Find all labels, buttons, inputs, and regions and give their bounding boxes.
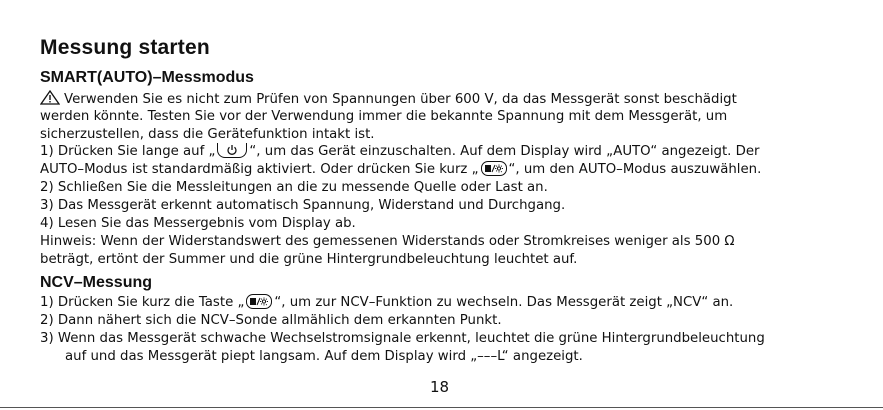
warning-text-1: Verwenden Sie es nicht zum Prüfen von Spannungen über 600 V, da das Messgerät sonst beschädigt [64, 92, 737, 107]
mode-backlight-button-icon [246, 294, 272, 309]
step-1-line-a [40, 143, 760, 160]
step-2-line: 2) Schließen Sie die Messleitungen an die zu messende Quelle oder Last an. [40, 180, 548, 195]
warning-triangle-icon [40, 90, 60, 105]
warning-line-2: werden könnte. Testen Sie vor der Verwendung immer die bekannte Spannung mit dem Messgerät, um [40, 109, 728, 124]
ncv-step-1-pre: 1) Drücken Sie kurz die Taste „ [40, 295, 245, 310]
smart-mode-heading: SMART(AUTO)–Messmodus [40, 69, 254, 86]
bottom-divider [0, 407, 883, 408]
page-title: Messung starten [40, 36, 210, 59]
mode-backlight-button-icon [481, 161, 507, 176]
ncv-step-1-line [40, 294, 733, 311]
step-3-line: 3) Das Messgerät erkennt automatisch Spannung, Widerstand und Durchgang. [40, 198, 566, 213]
step-1-text-a-post: “, um das Gerät einzuschalten. Auf dem Display wird „AUTO“ angezeigt. Der [249, 144, 760, 159]
ncv-step-2-line: 2) Dann nähert sich die NCV–Sonde allmählich dem erkannten Punkt. [40, 313, 502, 328]
step-1-line-b [40, 161, 761, 178]
power-button-icon [217, 143, 247, 158]
ncv-step-1-post: “, um zur NCV–Funktion zu wechseln. Das Messgerät zeigt „NCV“ an. [274, 295, 734, 310]
hint-line-1: Hinweis: Wenn der Widerstandswert des gemessenen Widerstands oder Stromkreises weniger als 500 Ω [40, 234, 735, 249]
page-number: 18 [430, 378, 450, 396]
step-1-text-b-post: “, um den AUTO–Modus auszuwählen. [508, 162, 762, 177]
step-1-text-a-pre: 1) Drücken Sie lange auf „ [40, 144, 216, 159]
hint-line-2: beträgt, ertönt der Summer und die grüne Hintergrundbeleuchtung leuchtet auf. [40, 252, 578, 267]
ncv-step-3-line-a: 3) Wenn das Messgerät schwache Wechselstromsignale erkennt, leuchtet die grüne Hintergrundbeleuchtung [40, 331, 765, 346]
step-1-text-b-pre: AUTO–Modus ist standardmäßig aktiviert. Oder drücken Sie kurz „ [40, 162, 479, 177]
warning-line-3: sicherzustellen, dass die Gerätefunktion intakt ist. [40, 127, 375, 142]
step-4-line: 4) Lesen Sie das Messergebnis vom Display ab. [40, 216, 356, 231]
ncv-step-3-line-b: auf und das Messgerät piept langsam. Auf dem Display wird „–––L“ angezeigt. [65, 349, 583, 364]
warning-line-1 [40, 90, 737, 108]
ncv-heading: NCV–Messung [40, 274, 153, 291]
